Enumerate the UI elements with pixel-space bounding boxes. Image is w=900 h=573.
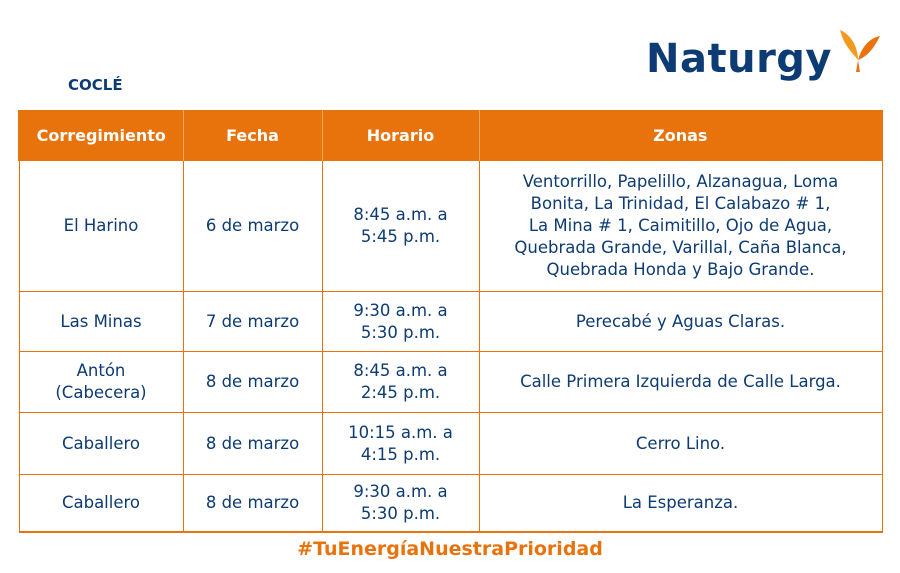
butterfly-icon bbox=[836, 26, 882, 76]
column-header-corregimiento: Corregimiento bbox=[19, 110, 183, 161]
column-header-zonas: Zonas bbox=[479, 110, 882, 161]
zonas-cell: Ventorrillo, Papelillo, Alzanagua, Loma Bonita, La Trinidad, El Calabazo # 1, La Mina # 1, Caimitillo, Ojo de Agua, Quebrada Grande, Varillal, Caña Blanca, Quebrada Honda y Bajo Grande. bbox=[479, 161, 882, 292]
column-header-horario: Horario bbox=[322, 110, 479, 161]
table-header-row bbox=[19, 110, 882, 161]
logo-wordmark: Naturgy bbox=[646, 36, 832, 82]
horario-cell: 8:45 a.m. a 5:45 p.m. bbox=[322, 161, 479, 292]
fecha-cell: 8 de marzo bbox=[183, 413, 322, 475]
corregimiento-cell: El Harino bbox=[19, 161, 183, 292]
horario-cell: 8:45 a.m. a 2:45 p.m. bbox=[322, 352, 479, 413]
naturgy-logo bbox=[646, 26, 886, 96]
horario-cell: 10:15 a.m. a 4:15 p.m. bbox=[322, 413, 479, 475]
corregimiento-cell: Caballero bbox=[19, 413, 183, 475]
zonas-cell: Perecabé y Aguas Claras. bbox=[479, 292, 882, 352]
corregimiento-cell: Antón (Cabecera) bbox=[19, 352, 183, 413]
table-row bbox=[19, 352, 882, 413]
campaign-hashtag: #TuEnergíaNuestraPrioridad bbox=[297, 538, 603, 560]
horario-cell: 9:30 a.m. a 5:30 p.m. bbox=[322, 292, 479, 352]
fecha-cell: 6 de marzo bbox=[183, 161, 322, 292]
horario-cell: 9:30 a.m. a 5:30 p.m. bbox=[322, 475, 479, 532]
region-title: COCLÉ bbox=[68, 76, 123, 94]
fecha-cell: 8 de marzo bbox=[183, 352, 322, 413]
table-row bbox=[19, 475, 882, 532]
zonas-cell: La Esperanza. bbox=[479, 475, 882, 532]
corregimiento-cell: Caballero bbox=[19, 475, 183, 532]
fecha-cell: 7 de marzo bbox=[183, 292, 322, 352]
table-row bbox=[19, 413, 882, 475]
table-row bbox=[19, 292, 882, 352]
zonas-cell: Calle Primera Izquierda de Calle Larga. bbox=[479, 352, 882, 413]
corregimiento-cell: Las Minas bbox=[19, 292, 183, 352]
table-row bbox=[19, 161, 882, 292]
zonas-cell: Cerro Lino. bbox=[479, 413, 882, 475]
column-header-fecha: Fecha bbox=[183, 110, 322, 161]
fecha-cell: 8 de marzo bbox=[183, 475, 322, 532]
schedule-table bbox=[18, 110, 883, 533]
